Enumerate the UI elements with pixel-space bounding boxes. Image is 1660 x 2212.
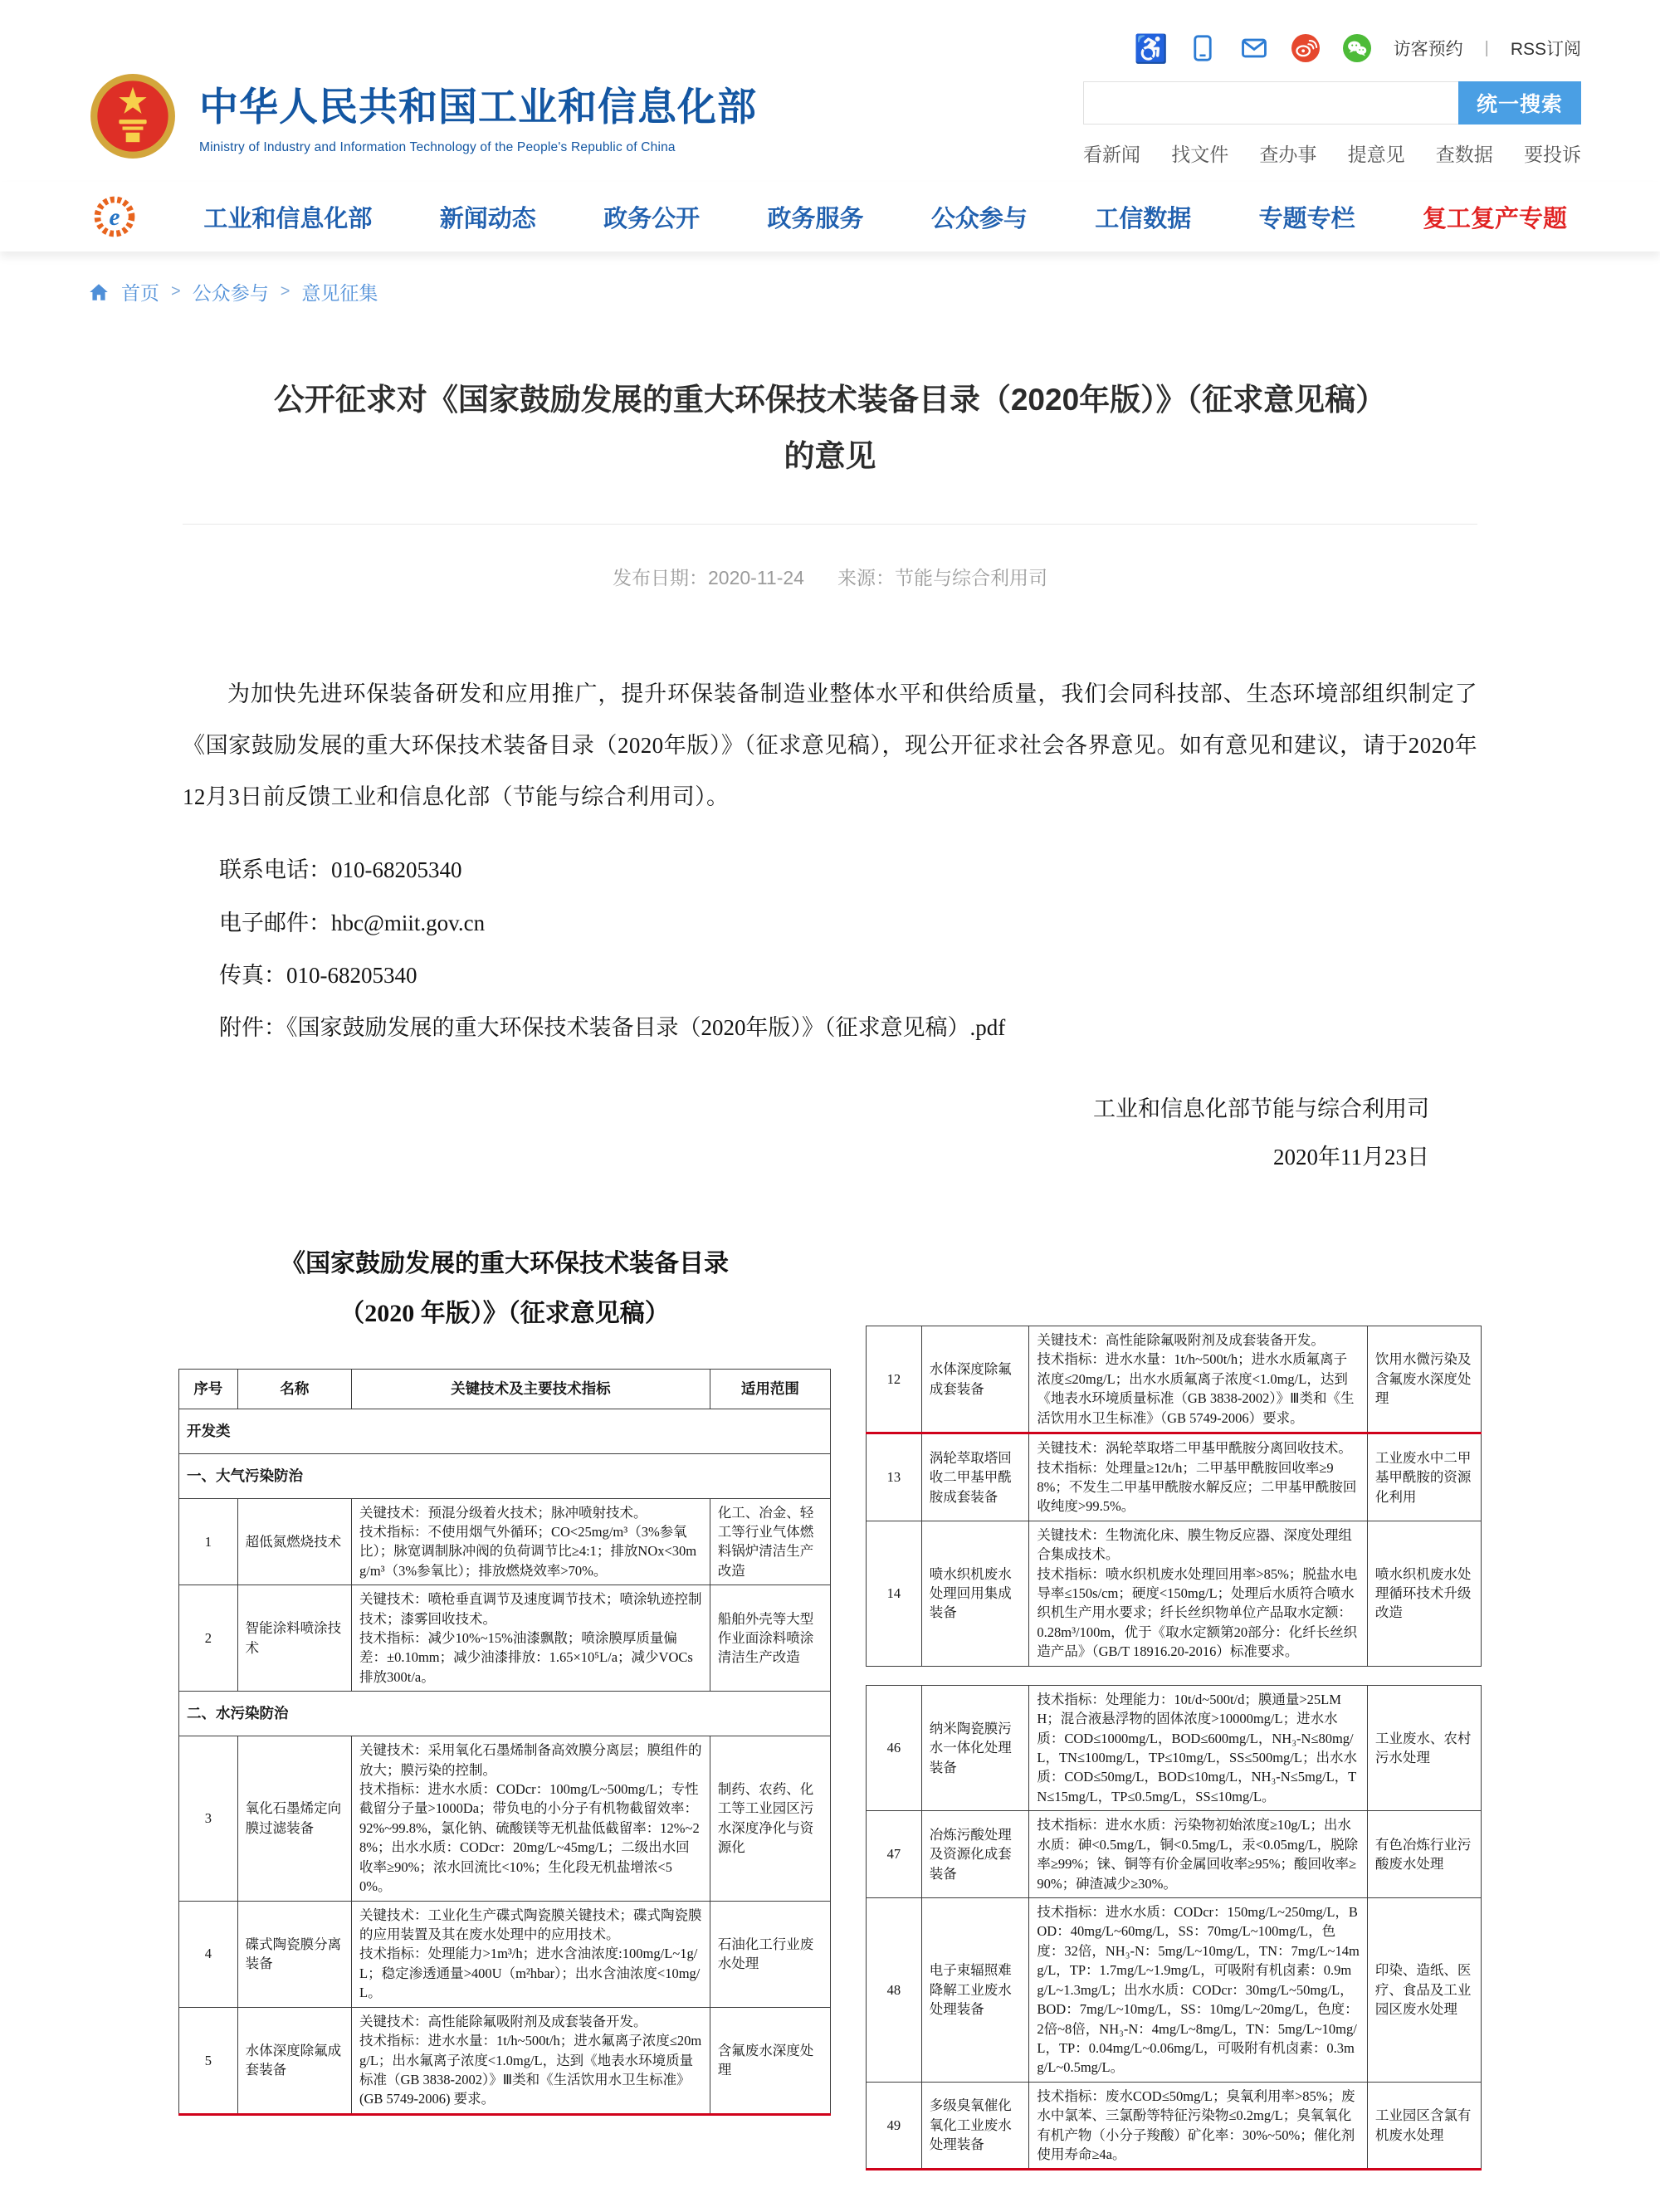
article-paragraph: 为加快先进环保装备研发和应用推广，提升环保装备制造业整体水平和供给质量，我们会同科技部、生态环境部组织制定了《国家鼓励发展的重大环保技术装备目录（2020年版）》（征求意见稿），现公开征求社会各界意见。如有意见和建议，请于2020年12月3日前反馈工业和信息化部（节能与综合利用司）。 (183, 681, 1477, 810)
cell-serial: 48 (867, 1897, 922, 2082)
signature-department: 工业和信息化部节能与综合利用司 (1093, 1096, 1429, 1121)
cell-serial: 1 (179, 1498, 238, 1585)
column-header: 关键技术及主要技术指标 (352, 1370, 710, 1409)
table-section-row (179, 1409, 831, 1453)
utility-row (1083, 30, 1581, 66)
cell-name: 超低氮燃烧技术 (237, 1498, 351, 1585)
cell-scope: 制药、农药、化工等工业园区污水深度净化与资源化 (710, 1736, 830, 1901)
table-row (867, 1521, 1482, 1666)
publish-date: 发布日期：2020-11-24 (613, 566, 804, 588)
cell-serial: 4 (179, 1901, 238, 2007)
cell-serial: 12 (867, 1326, 922, 1433)
cell-scope: 工业废水中二甲基甲酰胺的资源化利用 (1367, 1433, 1481, 1521)
page-title-line1: 公开征求对《国家鼓励发展的重大环保技术装备目录（2020年版）》（征求意见稿） (273, 383, 1387, 417)
catalog-title (178, 1239, 831, 1339)
breadcrumb-separator: > (171, 282, 181, 300)
cell-serial: 49 (867, 2082, 922, 2170)
table-row (867, 1433, 1482, 1521)
cell-tech: 技术指标：处理能力：10t/d~500t/d；膜通量>25LMH；混合液悬浮物的固体浓度>10000mg/L；进水水质：COD≤1000mg/L，BOD≤600mg/L，NH₃-N≤80mg/L，TN≤100mg/L，TP≤10mg/L，SS≤500mg/L；出水水质：COD≤50mg/L，BOD≤10mg/L，NH₃-N≤5mg/L，TN≤15mg/L，TP≤0.5mg/L，SS≤10mg/L。 (1029, 1685, 1368, 1811)
table-row (179, 1585, 831, 1692)
cell-tech: 技术指标：进水水质：污染物初始浓度≥10g/L；出水水质：砷<0.5mg/L，铜<0.5mg/L，汞<0.05mg/L，脱除率≥99%；铼、铜等有价金属回收率≥95%；酸回收率≥90%；砷渣减少≥30%。 (1029, 1811, 1368, 1898)
table-row (179, 1736, 831, 1901)
site-subtitle: Ministry of Industry and Information Technology of the People's Republic of China (199, 140, 676, 154)
miit-logo-icon (93, 195, 136, 238)
nav-item-news[interactable]: 新闻动态 (439, 205, 536, 232)
breadcrumb (0, 251, 1660, 322)
cell-tech: 关键技术：喷枪垂直调节及速度调节技术；喷涂轨迹控制技术；漆雾回收技术。 技术指标：减少10%~15%油漆飘散；喷涂膜厚质量偏差：±0.10mm；减少油漆排放：1.65×10⁵L/a；减少VOCs排放300t/a。 (352, 1585, 710, 1692)
mobile-icon[interactable] (1188, 33, 1218, 63)
cell-tech: 关键技术：高性能除氟吸附剂及成套装备开发。 技术指标：进水水量：1t/h~500t/h；进水水质氟离子浓度≤20mg/L；出水水质氟离子浓度<1.0mg/L，达到《地表水环境质量标准（GB 3838-2002）》Ⅲ类和《生活饮用水卫生标准》（GB 5749-2006）要求。 (1029, 1326, 1368, 1433)
breadcrumb-separator: > (280, 282, 290, 300)
cell-name: 喷水织机废水处理回用集成装备 (921, 1521, 1029, 1666)
cell-name: 智能涂料喷涂技术 (237, 1585, 351, 1692)
cell-scope: 船舶外壳等大型作业面涂料喷涂清洁生产改造 (710, 1585, 830, 1692)
catalog-page-left (178, 1239, 831, 2116)
table-row (867, 1685, 1482, 1811)
attachment-pdf-link[interactable]: 附件：《国家鼓励发展的重大环保技术装备目录（2020年版）》（征求意见稿）.pdf (219, 1015, 1006, 1041)
contact-block (183, 844, 1477, 1055)
table-section-row (179, 1692, 831, 1736)
contact-email: 电子邮件：hbc@miit.gov.cn (219, 910, 486, 935)
cell-tech: 关键技术：工业化生产碟式陶瓷膜关键技术；碟式陶瓷膜的应用装置及其在废水处理中的应用技术。 技术指标：处理能力>1m³/h；进水含油浓度:100mg/L~1g/L；稳定渗透通量>400U（m²hbar）；出水含油浓度<10mg/L。 (352, 1901, 710, 2007)
page-title-line2: 的意见 (784, 439, 876, 474)
cell-scope: 化工、冶金、轻工等行业气体燃料锅炉清洁生产改造 (710, 1498, 830, 1585)
quick-link-news[interactable]: 看新闻 (1083, 144, 1140, 165)
home-icon[interactable] (88, 281, 110, 303)
cell-scope: 含氟废水深度处理 (710, 2007, 830, 2114)
cell-serial: 46 (867, 1685, 922, 1811)
quick-link-services[interactable]: 查办事 (1259, 144, 1317, 165)
cell-serial: 3 (179, 1736, 238, 1901)
wechat-icon[interactable] (1342, 33, 1372, 63)
visitor-appointment-link[interactable]: 访客预约 (1393, 40, 1463, 59)
nav-item-public-participation[interactable]: 公众参与 (930, 205, 1028, 232)
nav-item-industry-data[interactable]: 工信数据 (1095, 205, 1192, 232)
table-row (867, 1326, 1482, 1433)
table-row (179, 1498, 831, 1585)
cell-tech: 关键技术：涡轮萃取塔二甲基甲酰胺分离回收技术。 技术指标：处理量≥12t/h；二甲基甲酰胺回收率≥98%；不发生二甲基甲酰胺水解反应；二甲基甲酰胺回收纯度>99.5%。 (1029, 1433, 1368, 1521)
header-right (1083, 23, 1581, 167)
catalog-page-right (866, 1326, 1482, 2170)
table-header-row (179, 1370, 831, 1409)
page-title (183, 372, 1477, 486)
nav-item-gov-disclosure[interactable]: 政务公开 (603, 205, 701, 232)
site-header (0, 0, 1660, 182)
rss-link[interactable]: RSS订阅 (1510, 40, 1581, 59)
search-input[interactable] (1083, 81, 1458, 125)
table-row (867, 1897, 1482, 2082)
utility-divider: | (1484, 38, 1489, 57)
weibo-icon[interactable] (1291, 33, 1321, 63)
catalog-table-left (178, 1369, 831, 2116)
cell-tech: 技术指标：废水COD≤50mg/L；臭氧利用率>85%；废水中氯苯、三氯酚等特征污染物≤0.2mg/L；臭氧氧化有机产物（小分子羧酸）矿化率：30%~50%；催化剂使用寿命≥4a。 (1029, 2082, 1368, 2170)
cell-tech: 关键技术：采用氧化石墨烯制备高效膜分离层；膜组件的放大；膜污染的控制。 技术指标：进水水质：CODcr：100mg/L~500mg/L；专性截留分子量>1000Da；带负电的小分子有机物截留效率：92%~99.8%，氯化钠、硫酸镁等无机盐低截留率：12%~28%；出水水质：CODcr：20mg/L~45mg/L；二级出水回收率≥90%；浓水回流比<10%；生化段无机盐增浓<50%。 (352, 1736, 710, 1901)
nav-item-special-topics[interactable]: 专题专栏 (1258, 205, 1355, 232)
quick-links (1083, 139, 1581, 167)
column-header: 名称 (237, 1370, 351, 1409)
main-nav (0, 182, 1660, 251)
breadcrumb-home[interactable]: 首页 (121, 282, 159, 304)
cell-name: 电子束辐照难降解工业废水处理装备 (921, 1897, 1029, 2082)
accessibility-icon[interactable]: ♿ (1134, 32, 1169, 64)
search-bar (1083, 81, 1581, 125)
cell-tech: 关键技术：生物流化床、膜生物反应器、深度处理组合集成技术。 技术指标：喷水织机废水处理回用率>85%；脱盐水电导率≤150s/cm；硬度<150mg/L；处理后水质符合喷水织机生产用水要求；纤长丝织物单位产品取水定额：0.28m³/100m，优于《取水定额第20部分：化纤长丝织造产品》（GB/T 18916.20-2016）标准要求。 (1029, 1521, 1368, 1666)
nav-item-work-resumption[interactable]: 复工复产专题 (1422, 205, 1567, 232)
cell-scope: 石油化工行业废水处理 (710, 1901, 830, 2007)
table-row (179, 2007, 831, 2114)
brand-text (199, 76, 757, 155)
cell-scope: 工业园区含氯有机废水处理 (1367, 2082, 1481, 2170)
cell-serial: 13 (867, 1433, 922, 1521)
cell-name: 水体深度除氟成套装备 (237, 2007, 351, 2114)
national-emblem-logo (90, 73, 176, 159)
cell-name: 氧化石墨烯定向膜过滤装备 (237, 1736, 351, 1901)
catalog-preview (178, 1239, 1482, 2212)
svg-text:e: e (109, 203, 120, 231)
cell-name: 水体深度除氟成套装备 (921, 1326, 1029, 1433)
cell-name: 多级臭氧催化氧化工业废水处理装备 (921, 2082, 1029, 2170)
cell-name: 冶炼污酸处理及资源化成套装备 (921, 1811, 1029, 1898)
table-section-row (179, 1453, 831, 1498)
breadcrumb-public-participation[interactable]: 公众参与 (192, 282, 269, 304)
mail-icon[interactable] (1239, 33, 1269, 63)
cell-serial: 47 (867, 1811, 922, 1898)
signature-date: 2020年11月23日 (1273, 1144, 1429, 1169)
cell-scope: 饮用水微污染及含氟废水深度处理 (1367, 1326, 1481, 1433)
contact-fax: 传真：010-68205340 (219, 963, 417, 989)
article-meta (183, 563, 1477, 590)
quick-link-data[interactable]: 查数据 (1435, 144, 1493, 165)
table-row (179, 1901, 831, 2007)
cell-serial: 5 (179, 2007, 238, 2114)
column-header: 序号 (179, 1370, 238, 1409)
signature-block (183, 1085, 1477, 1181)
cell-tech: 技术指标：进水水质：CODcr：150mg/L~250mg/L，BOD：40mg/L~60mg/L，SS：70mg/L~100mg/L，色度：32倍，NH₃-N：5mg/L~10mg/L，TN：7mg/L~14mg/L，TP：1.7mg/L~1.9mg/L，可吸附有机卤素：0.9mg/L~1.3mg/L；出水水质：CODcr：30mg/L~50mg/L，BOD：7mg/L~10mg/L，SS：10mg/L~20mg/L，色度：2倍~8倍，NH₃-N：4mg/L~8mg/L，TN：5mg/L~10mg/L，TP：0.04mg/L~0.06mg/L，可吸附有机卤素：0.3mg/L~0.5mg/L。 (1029, 1897, 1368, 2082)
cell-scope: 工业废水、农村污水处理 (1367, 1685, 1481, 1811)
source-department: 来源：节能与综合利用司 (837, 566, 1047, 588)
cell-scope: 喷水织机废水处理循环技术升级改造 (1367, 1521, 1481, 1666)
cell-name: 纳米陶瓷膜污水一体化处理装备 (921, 1685, 1029, 1811)
quick-link-documents[interactable]: 找文件 (1171, 144, 1229, 165)
cell-name: 碟式陶瓷膜分离装备 (237, 1901, 351, 2007)
table-row (867, 1811, 1482, 1898)
nav-item-ministry[interactable]: 工业和信息化部 (203, 205, 373, 232)
section-label: 一、大气污染防治 (179, 1453, 831, 1498)
search-button[interactable]: 统一搜索 (1458, 81, 1581, 125)
nav-item-gov-services[interactable]: 政务服务 (767, 205, 864, 232)
cell-name: 涡轮萃取塔回收二甲基甲酰胺成套装备 (921, 1433, 1029, 1521)
catalog-title-line2: （2020 年版）》（征求意见稿） (339, 1300, 670, 1327)
quick-link-opinions[interactable]: 提意见 (1347, 144, 1405, 165)
cell-tech: 关键技术：预混分级着火技术；脉冲喷射技术。 技术指标：不使用烟气外循环；CO<25mg/m³（3%参氧比）；脉宽调制脉冲阀的负荷调节比≥4:1；排放NOx<30mg/m³（3%参氧比）；排放燃烧效率>70%。 (352, 1498, 710, 1585)
cell-serial: 14 (867, 1521, 922, 1666)
quick-link-complaints[interactable]: 要投诉 (1523, 144, 1581, 165)
cell-tech: 关键技术：高性能除氟吸附剂及成套装备开发。 技术指标：进水水量：1t/h~500t/h；进水氟离子浓度≤20mg/L；出水氟离子浓度<1.0mg/L，达到《地表水环境质量标准（GB 3838-2002）》Ⅲ类和《生活饮用水卫生标准》(GB 5749-2006) 要求。 (352, 2007, 710, 2114)
table-row (867, 2082, 1482, 2170)
breadcrumb-opinion-solicitation[interactable]: 意见征集 (301, 282, 378, 304)
section-label: 开发类 (179, 1409, 831, 1453)
section-label: 二、水污染防治 (179, 1692, 831, 1736)
article (183, 372, 1477, 1181)
catalog-title-line1: 《国家鼓励发展的重大环保技术装备目录 (281, 1250, 729, 1277)
cell-scope: 印染、造纸、医疗、食品及工业园区废水处理 (1367, 1897, 1481, 2082)
site-brand[interactable] (90, 65, 757, 167)
contact-phone: 联系电话：010-68205340 (219, 857, 462, 883)
catalog-table-right-bottom (866, 1685, 1482, 2171)
cell-serial: 2 (179, 1585, 238, 1692)
title-divider (183, 524, 1477, 525)
site-title: 中华人民共和国工业和信息化部 (199, 85, 757, 129)
cell-scope: 有色冶炼行业污酸废水处理 (1367, 1811, 1481, 1898)
catalog-table-right-top (866, 1326, 1482, 1667)
column-header: 适用范围 (710, 1370, 830, 1409)
